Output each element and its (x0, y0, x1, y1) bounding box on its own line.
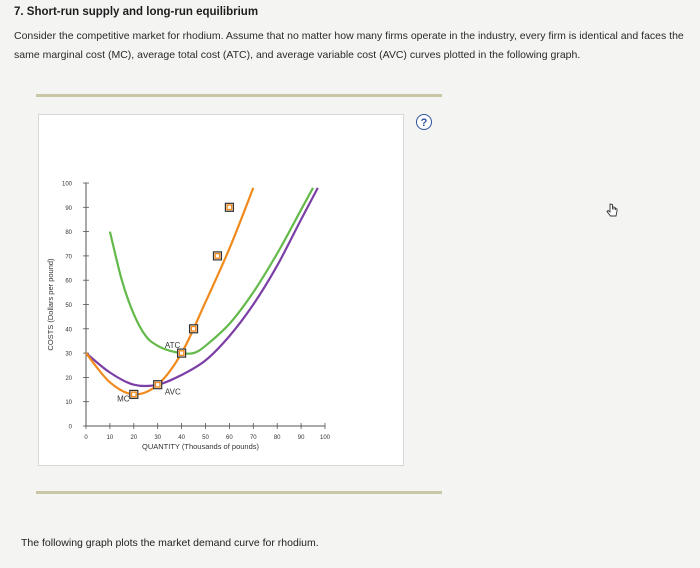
mc-curve (86, 188, 253, 395)
avc-curve (86, 188, 318, 386)
y-tick-label: 50 (65, 303, 72, 309)
x-tick-label: 60 (226, 435, 233, 441)
x-tick-label: 10 (106, 435, 114, 441)
y-tick-label: 30 (65, 351, 72, 358)
y-tick-label: 80 (65, 230, 72, 237)
x-tick-label: 50 (202, 435, 209, 441)
x-tick-label: 70 (249, 435, 257, 441)
y-tick-label: 100 (61, 181, 72, 188)
x-tick-label: 30 (154, 435, 162, 441)
x-tick-label: 100 (319, 435, 331, 441)
x-axis-label: QUANTITY (Thousands of pounds) (142, 442, 259, 451)
mc-curve-label: MC (117, 394, 130, 404)
question-title: 7. Short-run supply and long-run equilibrium (14, 6, 259, 18)
avc-curve-label: AVC (164, 387, 181, 397)
footer-text: The following graph plots the market demand curve for rhodium. (21, 537, 319, 549)
x-tick-label: 80 (273, 435, 281, 441)
atc-curve (110, 188, 313, 354)
help-icon[interactable]: ? (416, 114, 432, 130)
graph-panel[interactable] (38, 114, 404, 466)
atc-curve-label: ATC (164, 341, 181, 351)
question-body: Consider the competitive market for rhodium. Assume that no matter how many firms operate in the industry, every firm is identical and faces the same marginal cost (MC), average total cost (ATC), and average variable cost (AVC) curves plotted in the following graph. (14, 30, 684, 61)
y-axis-label: COSTS (Dollars per pound) (46, 258, 55, 351)
y-tick-label: 70 (65, 254, 72, 261)
section-divider-top (36, 94, 442, 97)
y-tick-label: 90 (65, 205, 72, 212)
x-tick-label: 20 (130, 435, 138, 441)
y-tick-label: 40 (65, 327, 72, 334)
x-tick-label: 90 (297, 435, 305, 441)
section-divider-bottom (36, 491, 442, 494)
x-tick-label: 40 (178, 435, 185, 441)
y-tick-label: 10 (65, 400, 72, 407)
y-tick-label: 20 (65, 375, 72, 382)
x-tick-label: 0 (84, 435, 88, 441)
y-tick-label: 60 (65, 278, 72, 285)
cost-curves-chart[interactable] (39, 115, 405, 467)
mouse-cursor-icon (605, 203, 619, 219)
y-tick-label: 0 (68, 424, 72, 431)
